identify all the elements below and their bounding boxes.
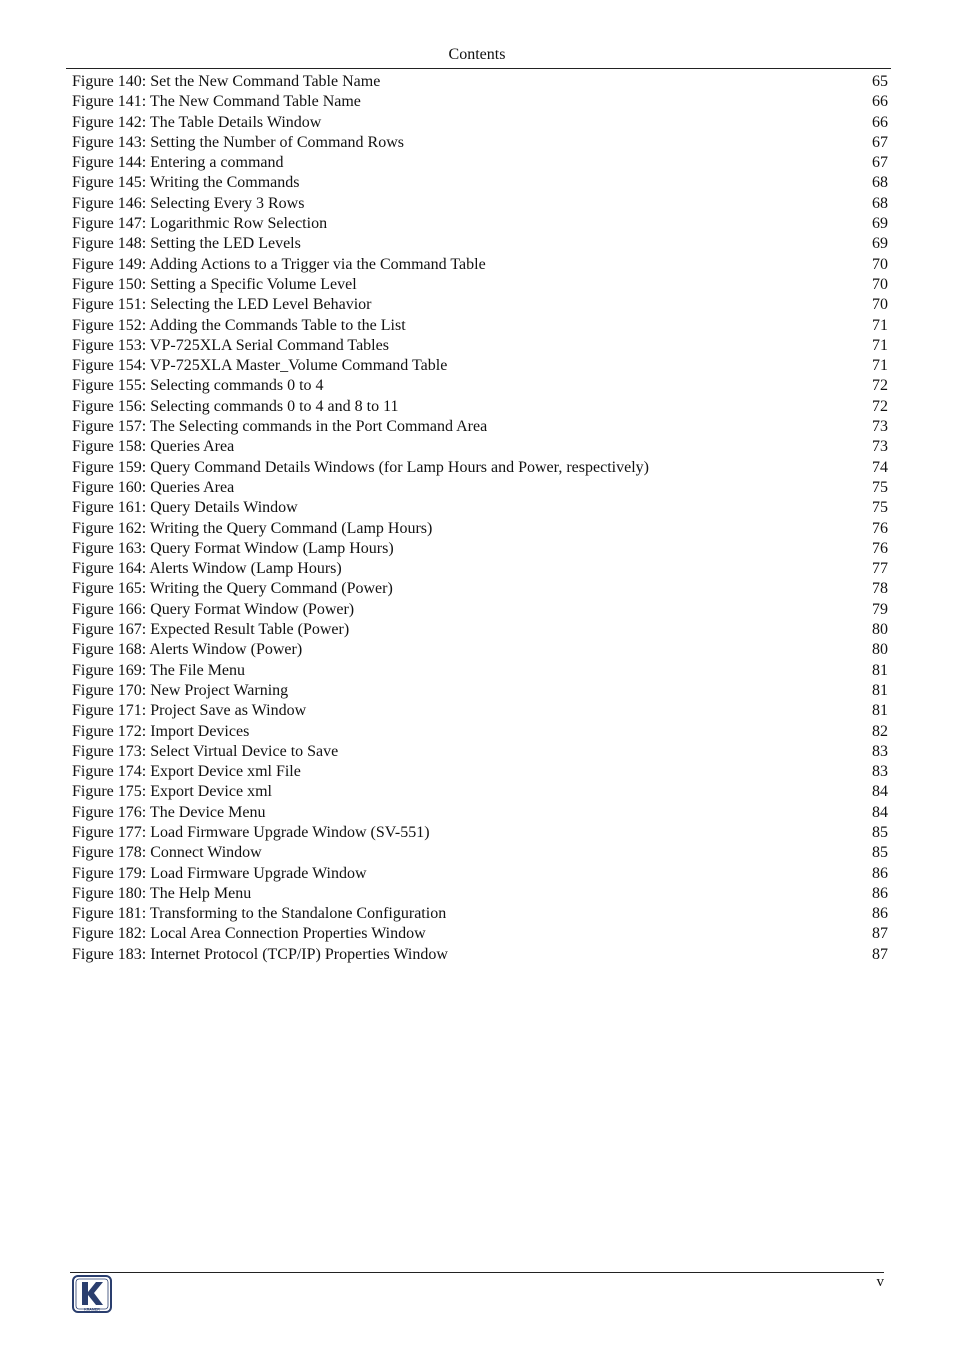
toc-entry[interactable]: [72, 620, 888, 640]
toc-entry-page: 81: [872, 681, 888, 699]
toc-entry[interactable]: [72, 579, 888, 599]
toc-entry-page: 84: [872, 783, 888, 801]
toc-entry-label: Figure 178: Connect Window: [72, 844, 262, 862]
toc-entry-page: 66: [872, 93, 888, 111]
toc-entry-label: Figure 169: The File Menu: [72, 661, 246, 679]
toc-entry-label: Figure 158: Queries Area: [72, 438, 235, 456]
page-number: v: [876, 1274, 884, 1290]
toc-entry[interactable]: [72, 214, 888, 234]
toc-entry-page: 80: [872, 621, 888, 639]
toc-entry-page: 65: [872, 73, 888, 90]
toc-entry-page: 81: [872, 661, 888, 679]
toc-entry-label: Figure 180: The Help Menu: [72, 884, 252, 902]
toc-entry[interactable]: [72, 376, 888, 396]
toc-entry-page: 78: [872, 580, 888, 598]
toc-entry-label: Figure 171: Project Save as Window: [72, 702, 307, 720]
toc-entry[interactable]: [72, 904, 888, 924]
toc-entry-page: 77: [872, 560, 888, 578]
toc-entry-label: Figure 173: Select Virtual Device to Save: [72, 742, 339, 760]
toc-entry[interactable]: [72, 173, 888, 193]
toc-entry-label: Figure 149: Adding Actions to a Trigger via the Command Table: [72, 255, 486, 273]
toc-entry-page: 76: [872, 539, 888, 557]
toc-entry-label: Figure 150: Setting a Specific Volume Level: [72, 275, 357, 293]
toc-entry-page: 85: [872, 823, 888, 841]
toc-entry-label: Figure 151: Selecting the LED Level Behavior: [72, 296, 372, 314]
toc-entry[interactable]: [72, 417, 888, 437]
toc-entry[interactable]: [72, 559, 888, 579]
toc-entry-page: 86: [872, 884, 888, 902]
toc-entry[interactable]: [72, 458, 888, 478]
toc-entry-page: 71: [872, 336, 888, 354]
toc-entry-label: Figure 160: Queries Area: [72, 478, 235, 496]
toc-entry-label: Figure 165: Writing the Query Command (Power): [72, 580, 393, 598]
toc-entry-page: 70: [872, 255, 888, 273]
toc-entry-label: Figure 155: Selecting commands 0 to 4: [72, 377, 324, 395]
toc-entry[interactable]: [72, 681, 888, 701]
page-header-title: Contents: [448, 46, 506, 63]
toc-entry-page: 67: [872, 133, 888, 151]
toc-entry-page: 79: [872, 600, 888, 618]
toc-entry[interactable]: [72, 782, 888, 802]
toc-entry[interactable]: [72, 722, 888, 742]
toc-entry[interactable]: [72, 600, 888, 620]
toc-entry[interactable]: [72, 72, 888, 92]
toc-entry[interactable]: [72, 884, 888, 904]
toc-entry[interactable]: [72, 823, 888, 843]
toc-entry-label: Figure 154: VP-725XLA Master_Volume Command Table: [72, 357, 448, 375]
toc-entry-label: Figure 183: Internet Protocol (TCP/IP) Properties Window: [72, 945, 448, 963]
toc-entry-label: Figure 147: Logarithmic Row Selection: [72, 215, 328, 233]
toc-entry-page: 75: [872, 478, 888, 496]
toc-entry-page: 73: [872, 418, 888, 436]
toc-entry-page: 74: [872, 458, 888, 476]
toc-entry-page: 68: [872, 174, 888, 192]
toc-entry[interactable]: [72, 924, 888, 944]
toc-entry[interactable]: [72, 133, 888, 153]
toc-entry[interactable]: [72, 661, 888, 681]
toc-entry[interactable]: [72, 701, 888, 721]
toc-entry-label: Figure 140: Set the New Command Table Name: [72, 73, 381, 90]
toc-entry[interactable]: [72, 356, 888, 376]
toc-entry-page: 72: [872, 377, 888, 395]
toc-entry-page: 70: [872, 275, 888, 293]
toc-entry-label: Figure 143: Setting the Number of Command Rows: [72, 133, 404, 151]
toc-entry[interactable]: [72, 640, 888, 660]
toc-entry-page: 73: [872, 438, 888, 456]
toc-entry-label: Figure 170: New Project Warning: [72, 681, 289, 699]
toc-entry-page: 69: [872, 235, 888, 253]
kramer-logo-icon: [72, 1275, 112, 1313]
toc-entry[interactable]: [72, 843, 888, 863]
table-of-figures: [72, 72, 888, 965]
kramer-logo-text: KRAMER: [84, 1307, 100, 1312]
toc-entry-label: Figure 159: Query Command Details Windows (for Lamp Hours and Power, respectively): [72, 458, 649, 476]
toc-entry-page: 70: [872, 296, 888, 314]
toc-entry-page: 87: [872, 925, 888, 943]
toc-entry-label: Figure 144: Entering a command: [72, 154, 284, 172]
toc-entry-label: Figure 156: Selecting commands 0 to 4 and 8 to 11: [72, 397, 399, 415]
toc-entry[interactable]: [72, 742, 888, 762]
toc-entry-page: 86: [872, 864, 888, 882]
toc-entry-page: 87: [872, 945, 888, 963]
toc-entry[interactable]: [72, 113, 888, 133]
toc-entry[interactable]: [72, 478, 888, 498]
toc-entry-label: Figure 146: Selecting Every 3 Rows: [72, 194, 305, 212]
toc-entry[interactable]: [72, 336, 888, 356]
toc-entry[interactable]: [72, 234, 888, 254]
toc-entry[interactable]: [72, 539, 888, 559]
toc-entry-label: Figure 176: The Device Menu: [72, 803, 266, 821]
toc-entry-label: Figure 179: Load Firmware Upgrade Window: [72, 864, 367, 882]
toc-entry-label: Figure 157: The Selecting commands in the Port Command Area: [72, 418, 488, 436]
toc-entry-label: Figure 167: Expected Result Table (Power): [72, 621, 350, 639]
toc-entry-page: 69: [872, 215, 888, 233]
toc-entry[interactable]: [72, 945, 888, 965]
toc-entry-page: 75: [872, 499, 888, 517]
toc-entry-page: 83: [872, 763, 888, 781]
toc-entry-page: 80: [872, 641, 888, 659]
toc-entry-label: Figure 148: Setting the LED Levels: [72, 235, 301, 253]
footer-divider: [70, 1272, 884, 1273]
toc-entry-page: 86: [872, 905, 888, 923]
toc-entry-label: Figure 163: Query Format Window (Lamp Hours): [72, 539, 394, 557]
toc-entry-label: Figure 172: Import Devices: [72, 722, 250, 740]
toc-entry-page: 68: [872, 194, 888, 212]
toc-entry[interactable]: [72, 864, 888, 884]
toc-entry-page: 85: [872, 844, 888, 862]
toc-entry-label: Figure 153: VP-725XLA Serial Command Tables: [72, 336, 389, 354]
toc-entry[interactable]: [72, 316, 888, 336]
header-divider: [66, 68, 891, 69]
toc-entry[interactable]: [72, 255, 888, 275]
toc-entry[interactable]: [72, 153, 888, 173]
toc-entry-label: Figure 161: Query Details Window: [72, 499, 298, 517]
toc-entry-label: Figure 166: Query Format Window (Power): [72, 600, 355, 618]
toc-entry[interactable]: [72, 437, 888, 457]
toc-entry-label: Figure 175: Export Device xml: [72, 783, 272, 801]
toc-entry[interactable]: [72, 762, 888, 782]
toc-entry-label: Figure 152: Adding the Commands Table to the List: [72, 316, 406, 334]
toc-entry-page: 71: [872, 357, 888, 375]
toc-entry[interactable]: [72, 92, 888, 112]
toc-entry-label: Figure 181: Transforming to the Standalone Configuration: [72, 905, 447, 923]
toc-entry-label: Figure 145: Writing the Commands: [72, 174, 300, 192]
toc-entry-label: Figure 141: The New Command Table Name: [72, 93, 361, 111]
toc-entry-label: Figure 177: Load Firmware Upgrade Window (SV-551): [72, 823, 430, 841]
toc-entry-label: Figure 168: Alerts Window (Power): [72, 641, 303, 659]
toc-entry-page: 83: [872, 742, 888, 760]
toc-entry-page: 84: [872, 803, 888, 821]
toc-entry[interactable]: [72, 397, 888, 417]
toc-entry-label: Figure 164: Alerts Window (Lamp Hours): [72, 560, 342, 578]
toc-entry[interactable]: [72, 803, 888, 823]
toc-entry-label: Figure 174: Export Device xml File: [72, 763, 301, 781]
toc-entry[interactable]: [72, 295, 888, 315]
toc-entry[interactable]: [72, 498, 888, 518]
toc-entry-page: 72: [872, 397, 888, 415]
toc-entry[interactable]: [72, 194, 888, 214]
toc-entry-label: Figure 142: The Table Details Window: [72, 113, 322, 131]
toc-entry-page: 66: [872, 113, 888, 131]
toc-entry-page: 71: [872, 316, 888, 334]
toc-entry[interactable]: [72, 519, 888, 539]
toc-entry-label: Figure 162: Writing the Query Command (Lamp Hours): [72, 519, 433, 537]
toc-entry-page: 76: [872, 519, 888, 537]
toc-entry[interactable]: [72, 275, 888, 295]
toc-entry-page: 67: [872, 154, 888, 172]
toc-entry-page: 81: [872, 702, 888, 720]
toc-entry-label: Figure 182: Local Area Connection Properties Window: [72, 925, 426, 943]
toc-entry-page: 82: [872, 722, 888, 740]
